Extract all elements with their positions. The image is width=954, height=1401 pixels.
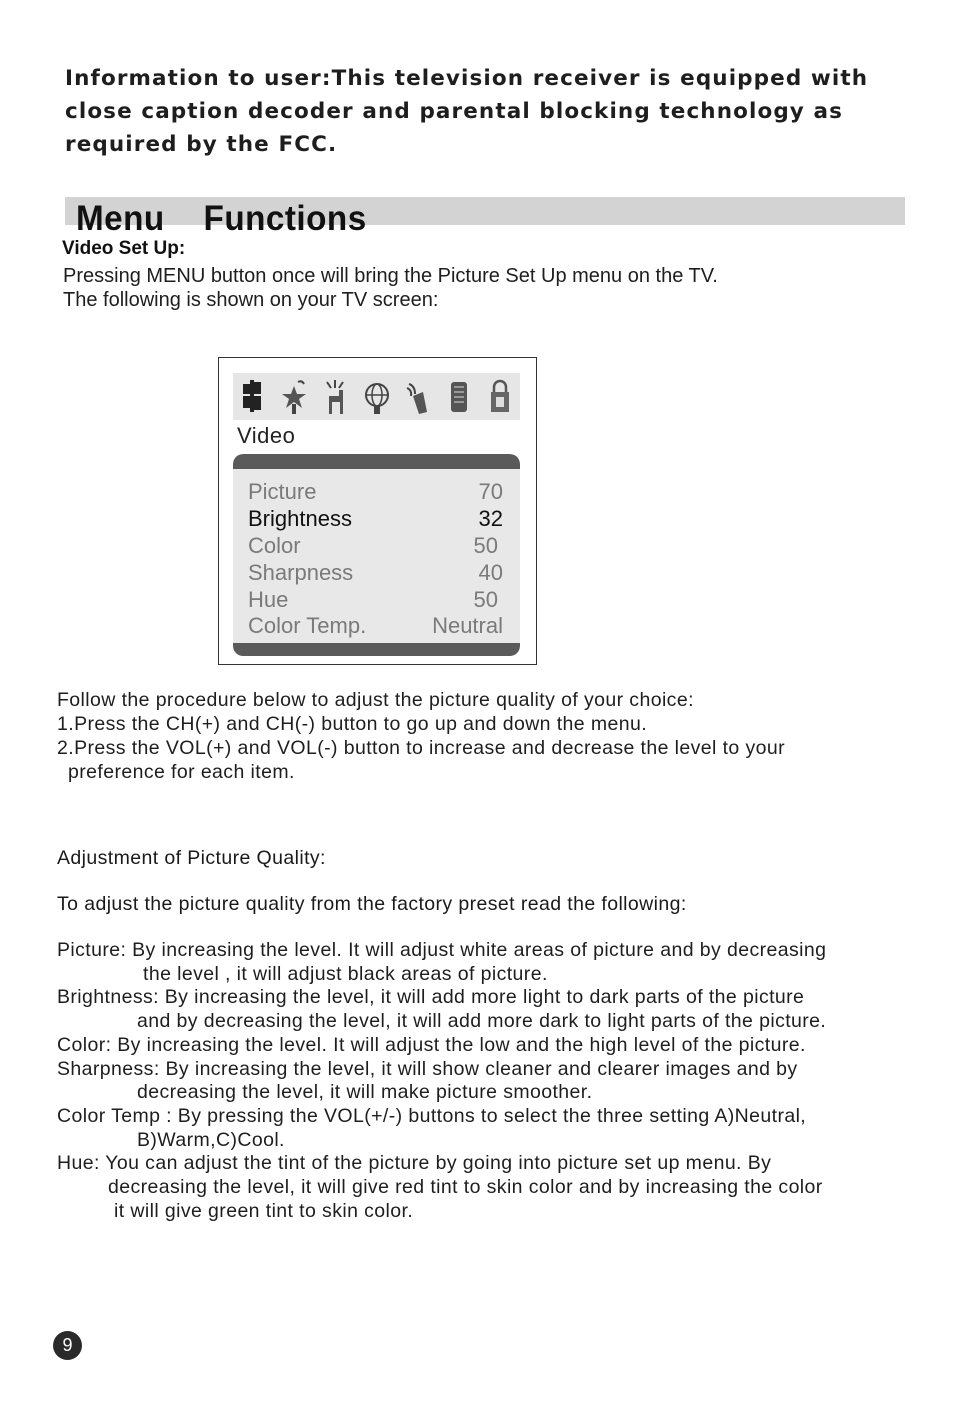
section-title: Menu Functions	[76, 199, 367, 238]
intro-line: The following is shown on your TV screen:	[63, 289, 439, 311]
tv-menu-item-picture	[248, 478, 503, 505]
tv-menu-item-color-temp	[248, 612, 503, 639]
definition-line: and by decreasing the level, it will add more dark to light parts of the picture.	[137, 1010, 827, 1033]
antenna-icon	[403, 378, 433, 416]
definition-line: decreasing the level, it will make picture smoother.	[137, 1081, 593, 1104]
adjustment-heading: Adjustment of Picture Quality:	[57, 847, 326, 869]
tv-menu-item-value: 50	[473, 587, 498, 612]
tv-menu-item-value: 70	[478, 479, 503, 504]
sound-icon	[280, 378, 310, 416]
fcc-notice	[65, 62, 925, 161]
tv-menu-title: Video	[237, 423, 296, 448]
definition-line: Picture: By increasing the level. It will adjust white areas of picture and by decreasing	[57, 939, 827, 961]
definition-line: Hue: You can adjust the tint of the picture by going into picture set up menu. By	[57, 1152, 772, 1175]
definition-line: Color: By increasing the level. It will adjust the low and the high level of the picture.	[57, 1033, 806, 1056]
globe-icon	[362, 378, 392, 416]
lock-icon	[485, 378, 515, 416]
setup-icon	[321, 378, 351, 416]
definition-line: decreasing the level, it will give red tint to skin color and by increasing the color	[108, 1176, 823, 1199]
intro-line: Pressing MENU button once will bring the Picture Set Up menu on the TV.	[63, 265, 718, 287]
picture-icon	[239, 378, 269, 416]
tv-menu-item-label: Sharpness	[248, 560, 354, 585]
definition-line: it will give green tint to skin color.	[114, 1199, 414, 1222]
tv-menu-item-value: 32	[478, 506, 503, 531]
tv-menu-item-label: Color	[248, 533, 301, 558]
tv-menu-item-label: Picture	[248, 479, 317, 504]
definition-line: B)Warm,C)Cool.	[137, 1128, 285, 1151]
tv-menu-item-sharpness	[248, 559, 503, 586]
procedure-line: preference for each item.	[68, 761, 295, 783]
tv-menu-panel-bottom	[233, 643, 520, 656]
tv-menu-item-value: 50	[473, 533, 498, 558]
video-setup-intro	[63, 264, 718, 312]
definition-line: Color Temp : By pressing the VOL(+/-) buttons to select the three setting A)Neutral,	[57, 1104, 807, 1127]
tv-menu-item-hue	[248, 586, 498, 613]
tv-menu-panel	[233, 454, 520, 656]
fcc-notice-line: required by the FCC.	[65, 132, 338, 157]
tv-menu-item-brightness	[248, 505, 503, 532]
remote-icon	[444, 378, 474, 416]
procedure-line: 2.Press the VOL(+) and VOL(-) button to increase and decrease the level to your	[57, 737, 786, 759]
tv-menu-item-color	[248, 532, 498, 559]
definition-line: the level , it will adjust black areas of picture.	[143, 962, 548, 985]
tv-menu-item-value: 40	[478, 560, 503, 585]
tv-menu-item-label: Color Temp.	[248, 613, 367, 638]
tv-menu-item-value: Neutral	[432, 613, 503, 638]
definition-line: Brightness: By increasing the level, it will add more light to dark parts of the picture	[57, 986, 805, 1009]
video-setup-heading: Video Set Up:	[62, 238, 186, 259]
fcc-notice-line: close caption decoder and parental blocking technology as	[65, 99, 844, 124]
definition-line: Sharpness: By increasing the level, it will show cleaner and clearer images and by	[57, 1057, 798, 1080]
procedure-text	[57, 688, 785, 784]
procedure-line: Follow the procedure below to adjust the picture quality of your choice:	[57, 689, 694, 711]
tv-menu-iconbar	[233, 373, 520, 420]
page-number: 9	[53, 1331, 82, 1360]
procedure-line: 1.Press the CH(+) and CH(-) button to go up and down the menu.	[57, 713, 648, 735]
tv-menu-item-label: Hue	[248, 587, 289, 612]
fcc-notice-line: Information to user:This television receiver is equipped with	[65, 66, 869, 91]
tv-menu-panel-top	[233, 454, 520, 469]
adjustment-definitions	[57, 939, 826, 1223]
adjustment-intro: To adjust the picture quality from the factory preset read the following:	[57, 893, 687, 915]
tv-menu-item-label: Brightness	[248, 506, 352, 531]
